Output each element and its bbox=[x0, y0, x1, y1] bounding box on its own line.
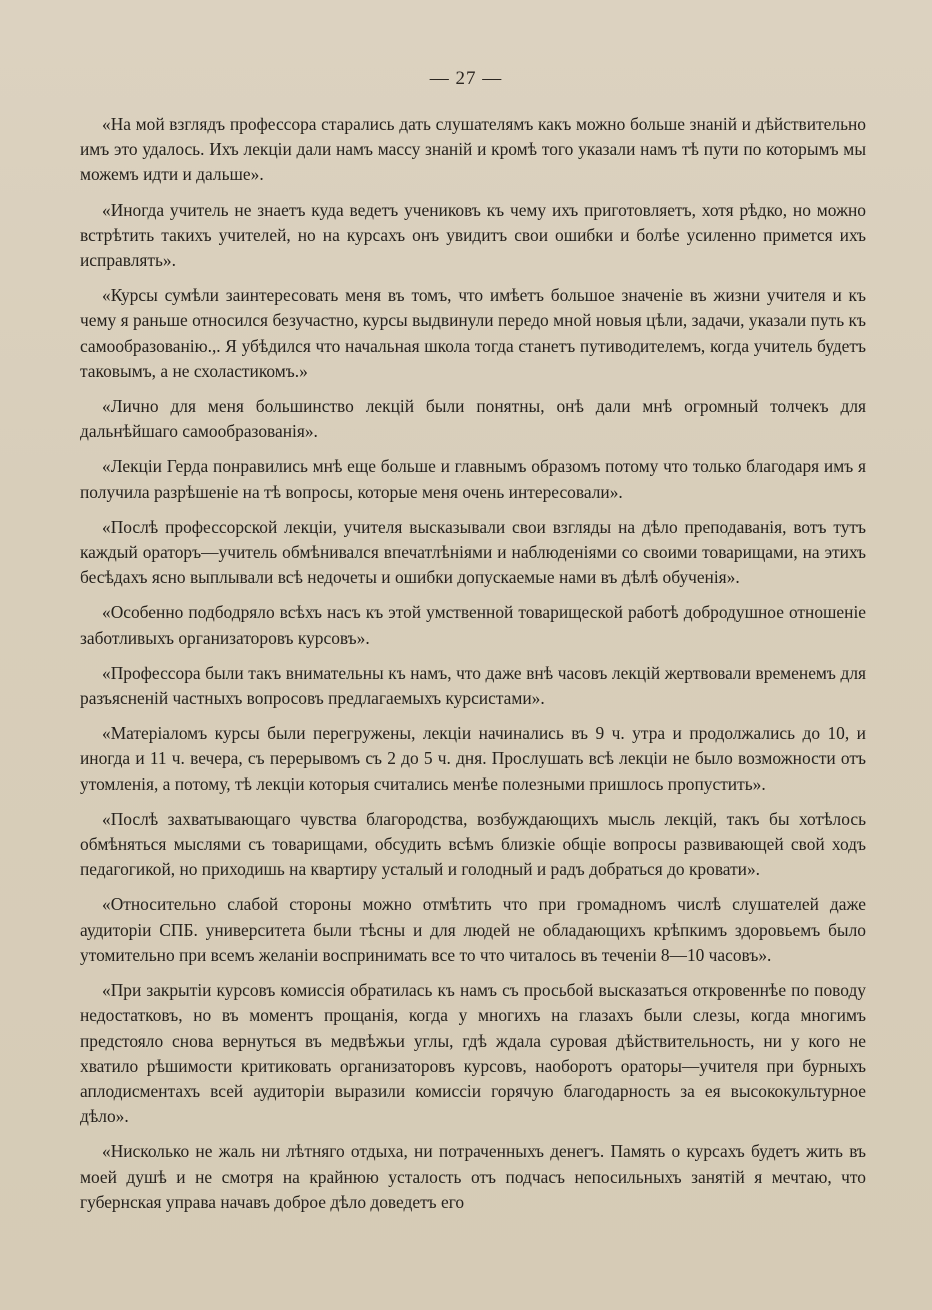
paragraph: «Курсы сумѣли заинтересовать меня въ томъ, что имѣетъ большое значеніе въ жизни учителя и къ чему я раньше относился безучастно, курсы выдвинули передо мной новыя цѣли, задачи, указали путь къ самообразованію.,. Я убѣдился что начальная школа тогда станетъ путиводителемъ, когда учитель будетъ таковымъ, а не схоластикомъ.» bbox=[80, 285, 866, 381]
paragraph: «Нисколько не жаль ни лѣтняго отдыха, ни потраченныхъ денегъ. Память о курсахъ будетъ жить въ моей душѣ и не смотря на крайнюю усталость отъ подчасъ непосильныхъ занятій я мечтаю, что губернская управа начавъ доброе дѣло доведетъ его bbox=[80, 1141, 866, 1212]
paragraph: «Профессора были такъ внимательны къ намъ, что даже внѣ часовъ лекцій жертвовали временемъ для разъясненій частныхъ вопросовъ предлагаемыхъ курсистами». bbox=[80, 662, 866, 709]
paragraph: «Лекціи Герда понравились мнѣ еще больше и главнымъ образомъ потому что только благодаря имъ я получила разрѣшеніе на тѣ вопросы, которые меня очень интересовали». bbox=[80, 456, 866, 502]
paragraph: «Лично для меня большинство лекцій были понятны, онѣ дали мнѣ огромный толчекъ для дальнѣйшаго самообразованія». bbox=[80, 396, 866, 442]
body-text bbox=[80, 112, 866, 1215]
paragraph: «Матеріаломъ курсы были перегружены, лекціи начинались въ 9 ч. утра и продолжались до 10, и иногда и 11 ч. вечера, съ перерывомъ съ 2 до 5 ч. дня. Прослушать всѣ лекціи не было возможности отъ утомленія, а потому, тѣ лекціи которыя считались менѣе полезными пришлось пропустить». bbox=[80, 723, 866, 794]
paragraph: «На мой взглядъ профессора старались дать слушателямъ какъ можно больше знаній и дѣйствительно имъ это удалось. Ихъ лекціи дали намъ массу знаній и кромѣ того указали намъ тѣ пути по которымъ мы можемъ идти и дальше». bbox=[80, 114, 866, 185]
paragraph: «Послѣ захватывающаго чувства благородства, возбуждающихъ мысль лекцій, такъ бы хотѣлось обмѣняться мыслями съ товарищами, обсудить всѣмъ близкіе общіе вопросы развивающей свой ходъ педагогикой, но приходишь на квартиру усталый и голодный и радъ добраться до кровати». bbox=[80, 808, 866, 880]
paragraph: «Иногда учитель не знаетъ куда ведетъ учениковъ къ чему ихъ приготовляетъ, хотя рѣдко, но можно встрѣтить такихъ учителей, но на курсахъ онъ увидитъ свои ошибки и болѣе усиленно примется ихъ исправлять». bbox=[80, 199, 866, 271]
paragraph: «При закрытіи курсовъ комиссія обратилась къ намъ съ просьбой высказаться откровеннѣе по поводу недостатковъ, но въ моментъ прощанія, когда у многихъ на глазахъ были слезы, когда многимъ предстояло снова вернуться въ медвѣжьи углы, гдѣ ждала суровая дѣйствительность, ни у кого не хватило рѣшимости критиковать организаторовъ курсовъ, наоборотъ ораторы—учителя при бурныхъ аплодисментахъ всей аудиторіи выразили комиссіи горячую благодарность за ея высококультурное дѣло». bbox=[80, 980, 866, 1127]
paragraph: «Послѣ профессорской лекціи, учителя высказывали свои взгляды на дѣло преподаванія, вотъ тутъ каждый ораторъ—учитель обмѣнивался впечатлѣніями и наблюденіями со своими товарищами, на этихъ бесѣдахъ ясно выплывали всѣ недочеты и ошибки допускаемые нами въ дѣлѣ обученія». bbox=[80, 516, 866, 588]
paragraph: «Особенно подбодряло всѣхъ насъ къ этой умственной товарищеской работѣ добродушное отношеніе заботливыхъ организаторовъ курсовъ». bbox=[80, 602, 866, 648]
paragraph: «Относительно слабой стороны можно отмѣтить что при громадномъ числѣ слушателей даже аудиторіи СПБ. университета были тѣсны и для людей не обладающихъ крѣпкимъ здоровьемъ было утомительно при всемъ желаніи воспринимать все то что читалось въ теченіи 8—10 часовъ». bbox=[80, 894, 866, 965]
page-number: — 27 — bbox=[429, 68, 503, 89]
